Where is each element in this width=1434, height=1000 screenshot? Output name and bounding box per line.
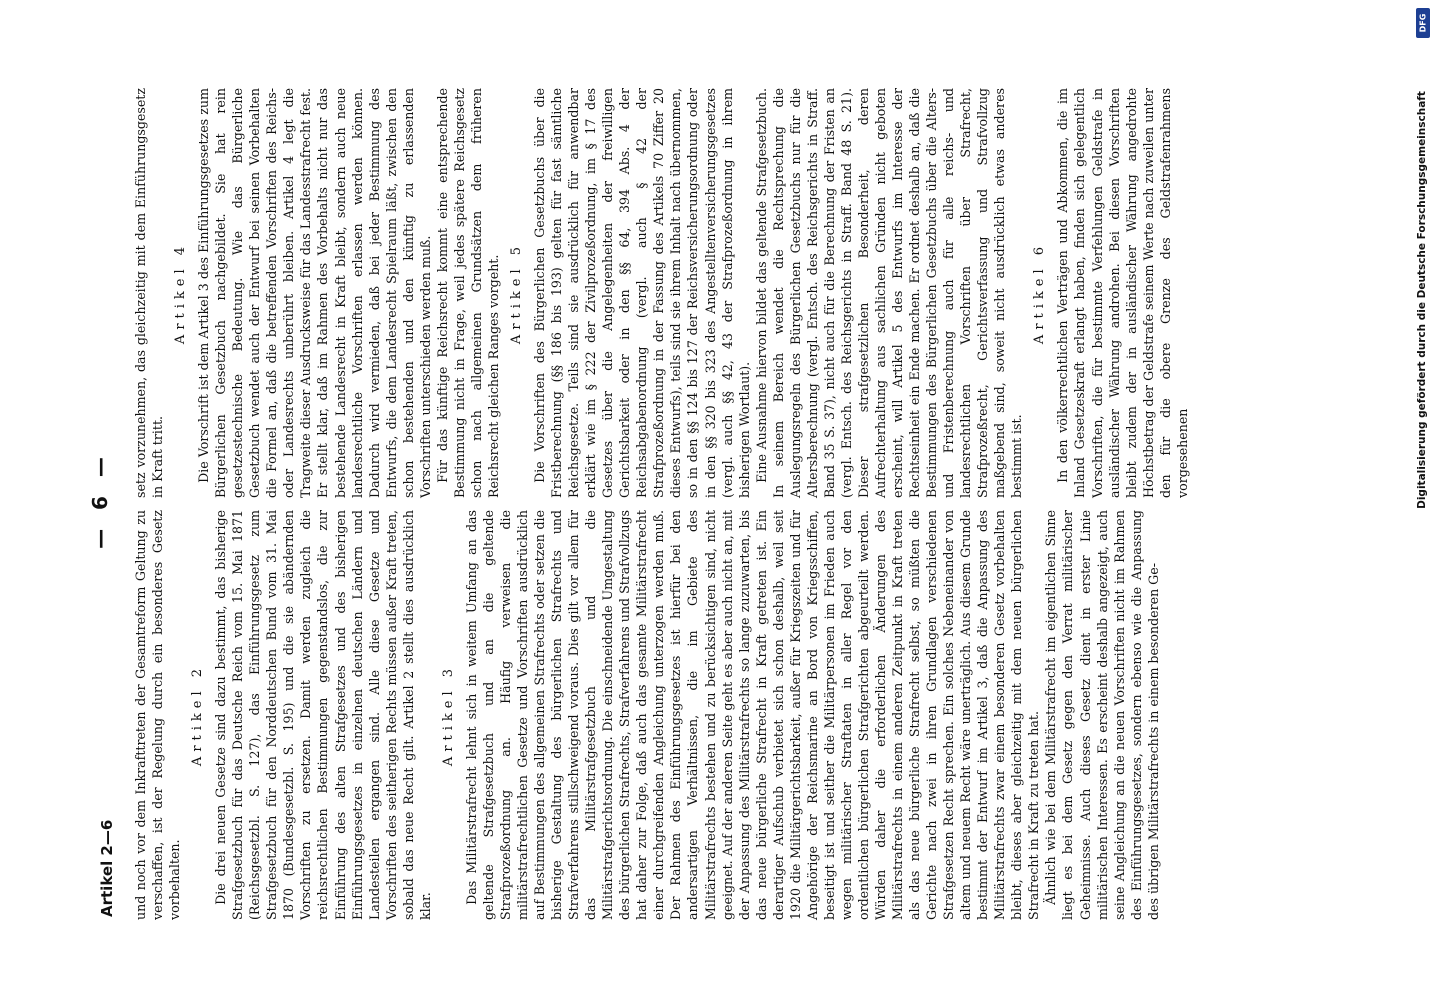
page-number: — 6 — — [88, 451, 112, 549]
article-heading: Artikel 2 — [190, 663, 206, 767]
paragraph: Das Militärstrafrecht lehnt sich in weitem Umfang an das geltende Strafgesetzbuch und an die geltende Strafprozeßordnung an. Häufig verweisen die militärstrafrechtlichen Gesetze und Vorschriften ausdrücklich auf Bestimmungen des allgemeinen Strafrechts oder setzen die bisherige Gestaltung des bürgerlichen Strafrechts und Strafverfahrens stillschweigend voraus. Dies gilt vor allem für das Militärstrafgesetzbuch und die Militärstrafgerichtsordnung. Die einschneidende Umgestaltung des bürgerlichen Strafrechts, Strafverfahrens und Strafvollzugs hat daher zur Folge, daß auch das gesamte Militärstrafrecht einer durchgreifenden Angleichung unterzogen werden muß. Der Rahmen des Einführungsgesetzes ist hierfür bei den andersartigen Verhältnissen, die im Gebiete des Militärstrafrechts bestehen und zu berücksichtigen sind, nicht geeignet. Auf der anderen Seite geht es aber auch nicht an, mit der Anpassung des Militärstrafrechts so lange zuzuwarten, bis das neue bürgerliche Strafrecht in Kraft getreten ist. Ein derartiger Aufschub verbietet sich schon deshalb, weil seit 1920 die Militärgerichtsbarkeit, außer für Kriegszeiten und für Angehörige der Reichsmarine an Bord von Kriegsschiffen, beseitigt ist und seither die Militärpersonen im Frieden auch wegen militärischer Straftaten in aller Regel vor den ordentlichen bürgerlichen Strafgerichten abgeurteilt werden. Würden daher die erforderlichen Änderungen des Militärstrafrechts in einem anderen Zeitpunkt in Kraft treten als das neue bürgerliche Strafrecht selbst, so müßten die Gerichte nach zwei in ihren Grundlagen verschiedenen Strafgesetzen Recht sprechen. Ein solches Nebeneinander von altem und neuem Recht wäre unerträglich. Aus diesem Grunde bestimmt der Entwurf im Artikel 3, daß die Anpassung des Militärstrafrechts zwar einem besonderen Gesetz vorbehalten bleibt, dieses aber gleichzeitig mit dem neuen bürgerlichen Strafrecht in Kraft zu treten hat. — [463, 510, 1042, 920]
article-heading: Artikel 5 — [508, 241, 524, 345]
dfg-logo — [1416, 8, 1430, 38]
article-heading: Artikel 3 — [440, 663, 456, 767]
paragraph: Ähnlich wie bei dem Militärstrafrecht im eigentlichen Sinne liegt es bei dem Gesetz gegen den Verrat militärischer Geheimnisse. Auch dieses Gesetz dient in erster Linie militärischen Interessen. Es erscheint deshalb angezeigt, auch seine Angleichung an die neuen Vorschriften nicht im Rahmen des Einführungsgesetzes, sondern ebenso wie die Anpassung des übrigen Militärstrafrechts in einem besonderen Ge- — [1043, 510, 1161, 920]
paragraph: Die Vorschriften des Bürgerlichen Gesetzbuchs über die Fristberechnung (§§ 186 bis 193) gelten für fast sämtliche Reichsgesetze. Teils sind sie ausdrücklich für anwendbar erklärt wie im § 222 der Zivilprozeßordnung, im § 17 des Gesetzes über die Angelegenheiten der freiwilligen Gerichtsbarkeit oder in den §§ 64, 394 Abs. 4 der Reichsabgabenordnung (vergl. auch § 42 der Strafprozeßordnung in der Fassung des Artikels 70 Ziffer 20 dieses Entwurfs), teils sind sie ihrem Inhalt nach übernommen, so in den §§ 124 bis 127 der Reichsversicherungsordnung oder in den §§ 320 bis 323 des Angestelltenversicherungsgesetzes (vergl. auch §§ 42, 43 der Strafprozeßordnung in ihrem bisherigen Wortlaut). — [532, 88, 752, 498]
paragraph: Die drei neuen Gesetze sind dazu bestimmt, das bisherige Strafgesetzbuch für das Deutsche Reich vom 15. Mai 1871 (Reichsgesetzbl. S. 127), das Einführungsgesetz zum Strafgesetzbuch für den Norddeutschen Bund vom 31. Mai 1870 (Bundesgesetzbl. S. 195) und die sie abändernden Vorschriften zu ersetzen. Damit werden zugleich die reichsrechtlichen Bestimmungen gegenstandslos, die zur Einführung des alten Strafgesetzes und des bisherigen Einführungsgesetzes in einzelnen deutschen Ländern und Landesteilen ergangen sind. Alle diese Gesetze und Vorschriften des seitherigen Rechts müssen außer Kraft treten, sobald das neue Recht gilt. Artikel 2 stellt dies ausdrücklich klar. — [213, 510, 433, 920]
left-column — [132, 510, 1161, 920]
article-heading: Artikel 6 — [1032, 241, 1048, 345]
right-column — [132, 88, 1190, 498]
dfg-logo-text: DFG — [1418, 13, 1428, 33]
paragraph: Für das künftige Reichsrecht kommt eine entsprechende Bestimmung nicht in Frage, weil jedes spätere Reichsgesetz schon nach allgemeinen Grundsätzen dem früheren Reichsrecht gleichen Ranges vorgeht. — [434, 88, 501, 498]
digitization-credit: Digitalisierung gefördert durch die Deutsche Forschungsgemeinschaft — [1416, 91, 1428, 509]
article-heading: Artikel 4 — [173, 241, 189, 345]
paragraph: Die Vorschrift ist dem Artikel 3 des Einführungsgesetzes zum Bürgerlichen Gesetzbuch nachgebildet. Sie hat rein gesetzestechnische Bedeutung. Wie das Bürgerliche Gesetzbuch wendet auch der Entwurf bei seinen Vorbehalten die Formel an, daß die betreffenden Vorschriften des Reichs- oder Landesrechts unberührt bleiben. Artikel 4 legt die Tragweite dieser Ausdrucksweise für das Landesstrafrecht fest. Er stellt klar, daß im Rahmen des Vorbehalts nicht nur das bestehende Landesrecht in Kraft bleibt, sondern auch neue landesrechtliche Vorschriften erlassen werden können. Dadurch wird vermieden, daß bei jeder Bestimmung des Entwurfs, die dem Landesrecht Spielraum läßt, zwischen den schon bestehenden und den künftig zu erlassenden Vorschriften unterschieden werden muß. — [196, 88, 433, 498]
paragraph: Eine Ausnahme hiervon bildet das geltende Strafgesetzbuch. In seinem Bereich wendet die Rechtsprechung die Auslegungsregeln des Bürgerlichen Gesetzbuchs nur für die Altersberechnung (vergl. Entsch. des Reichsgerichts in Straff. Band 35 S. 37), nicht auch für die Berechnung der Fristen an (vergl. Entsch. des Reichsgerichts in Straff. Band 48 S. 21). Dieser strafgesetzlichen Besonderheit, deren Aufrechterhaltung aus sachlichen Gründen nicht geboten erscheint, will Artikel 5 des Entwurfs im Interesse der Rechtseinheit ein Ende machen. Er ordnet deshalb an, daß die Bestimmungen des Bürgerlichen Gesetzbuchs über die Alters- und Fristenberechnung auch für alle reichs- und landesrechtlichen Vorschriften über Strafrecht, Strafprozeßrecht, Gerichtsverfassung und Strafvollzug maßgebend sind, soweit nicht ausdrücklich etwas anderes bestimmt ist. — [753, 88, 1025, 498]
paragraph: und noch vor dem Inkrafttreten der Gesamtreform Geltung zu verschaffen, ist der Regelung durch ein besonderes Gesetz vorbehalten. — [133, 510, 183, 920]
running-header: Artikel 2—6 — [98, 819, 116, 917]
paragraph: setz vorzunehmen, das gleichzeitig mit dem Einführungsgesetz in Kraft tritt. — [133, 88, 166, 498]
paragraph: In den völkerrechtlichen Verträgen und Abkommen, die im Inland Gesetzeskraft erlangt haben, finden sich gelegentlich Vorschriften, die für bestimmte Verfehlungen Geldstrafe in ausländischer Währung androhen. Bei diesen Vorschriften bleibt zudem der in ausländischer Währung angedrohte Höchstbetrag der Geldstrafe seinem Werte nach zuweilen unter den für die obere Grenze des Geldstrafenrahmens vorgesehenen — [1055, 88, 1190, 498]
